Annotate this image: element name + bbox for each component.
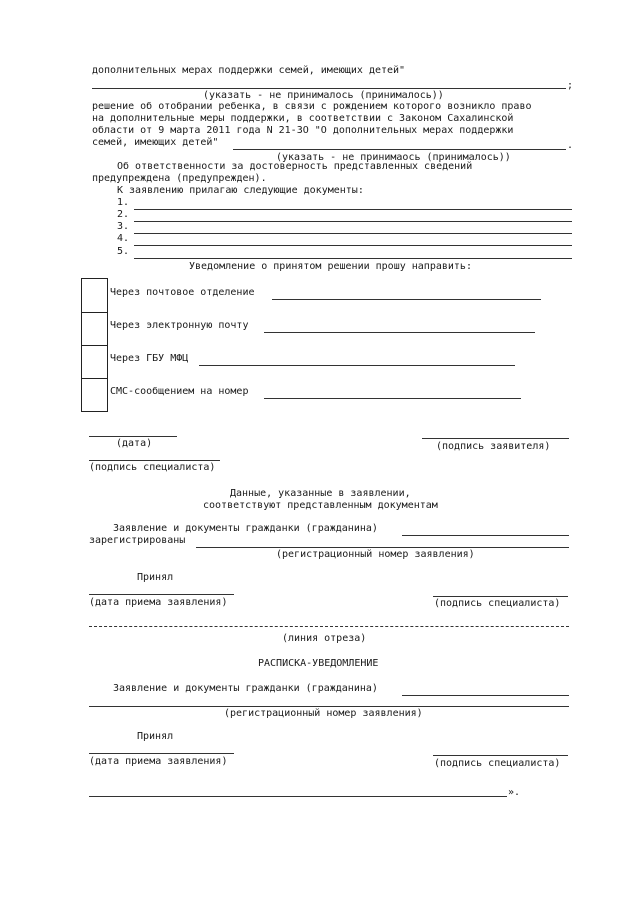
attachment-num-5: 5. (117, 246, 130, 257)
registration-number-line[interactable] (196, 547, 569, 548)
date-caption: (дата) (116, 438, 153, 449)
attachment-line-2[interactable] (134, 221, 572, 222)
checkbox-mfc[interactable] (82, 346, 107, 379)
spec-sign-caption: (подпись специалиста) (434, 598, 561, 609)
fill-line (92, 88, 566, 89)
applicant-sign-line[interactable] (422, 438, 569, 439)
sms-number-line[interactable] (264, 398, 521, 399)
hint-not-accepted-2: (указать - не принимаось (принималось)) (276, 152, 511, 163)
applicant-sign-caption: (подпись заявителя) (436, 441, 551, 452)
text-line-measures: дополнительных мерах поддержки семей, имеющих детей" (92, 65, 406, 76)
option-mfc-label: Через ГБУ МФЦ (110, 353, 189, 364)
receipt-name-line[interactable] (402, 695, 569, 696)
verification-line-1: Данные, указанные в заявлении, (230, 488, 411, 499)
accept-date-caption: (дата приема заявления) (89, 597, 228, 608)
accepted-label: Принял (137, 572, 174, 583)
option-sms-label: СМС-сообщением на номер (110, 386, 249, 397)
final-line[interactable] (89, 796, 507, 797)
spec-sign-line[interactable] (433, 596, 568, 597)
date-line[interactable] (89, 436, 177, 437)
specialist-sign-line[interactable] (89, 460, 220, 461)
receipt-date-caption: (дата приема заявления) (89, 756, 228, 767)
para-line-1: решение об отобрании ребенка, в связи с рождением которого возникло право (92, 101, 532, 112)
accept-date-line[interactable] (89, 594, 234, 595)
receipt-docs-label: Заявление и документы гражданки (гражданина) (113, 683, 378, 694)
registration-name-line[interactable] (402, 535, 569, 536)
cut-line (89, 626, 569, 627)
receipt-spec-sign-caption: (подпись специалиста) (434, 758, 561, 769)
attachment-num-1: 1. (117, 197, 130, 208)
receipt-accepted-label: Принял (137, 731, 174, 742)
responsibility-line-1: Об ответственности за достоверность представленных сведений (117, 161, 473, 172)
hint-not-accepted: (указать - не принималось (принималось)) (203, 90, 444, 101)
checkbox-sms[interactable] (82, 379, 107, 411)
closing-quote: ». (508, 787, 521, 798)
attachment-line-5[interactable] (134, 258, 572, 259)
registered-label: зарегистрированы (89, 535, 186, 546)
fill-line (233, 149, 566, 150)
para-line-3: области от 9 марта 2011 года N 21-ЗО "О дополнительных мерах поддержки (92, 125, 514, 136)
option-checkbox-column (81, 278, 108, 412)
mfc-line[interactable] (199, 365, 515, 366)
attachments-title: К заявлению прилагаю следующие документы: (117, 185, 364, 196)
receipt-number-line[interactable] (89, 706, 569, 707)
attachment-num-3: 3. (117, 221, 130, 232)
receipt-regnum-caption: (регистрационный номер заявления) (224, 708, 423, 719)
period: . (567, 140, 574, 151)
attachment-num-4: 4. (117, 233, 130, 244)
attachment-line-4[interactable] (134, 245, 572, 246)
verification-line-2: соответствуют представленным документам (203, 500, 438, 511)
checkbox-email[interactable] (82, 313, 107, 346)
registration-docs-label: Заявление и документы гражданки (гражданина) (113, 523, 378, 534)
regnum-caption: (регистрационный номер заявления) (276, 549, 475, 560)
receipt-title: РАСПИСКА-УВЕДОМЛЕНИЕ (258, 658, 379, 669)
option-post-label: Через почтовое отделение (110, 287, 255, 298)
receipt-date-line[interactable] (89, 753, 234, 754)
specialist-sign-caption: (подпись специалиста) (89, 462, 216, 473)
attachment-num-2: 2. (117, 209, 130, 220)
option-email-label: Через электронную почту (110, 320, 249, 331)
semicolon: ; (567, 80, 574, 91)
responsibility-line-2: предупреждена (предупрежден). (92, 173, 267, 184)
cut-line-caption: (линия отреза) (282, 633, 367, 644)
attachment-line-1[interactable] (134, 209, 572, 210)
attachment-line-3[interactable] (134, 233, 572, 234)
notify-title: Уведомление о принятом решении прошу направить: (189, 261, 472, 272)
post-address-line[interactable] (272, 299, 541, 300)
para-line-4: семей, имеющих детей" (92, 137, 219, 148)
receipt-spec-sign-line[interactable] (433, 755, 568, 756)
para-line-2: на дополнительные меры поддержки, в соответствии с Законом Сахалинской (92, 113, 514, 124)
checkbox-post[interactable] (82, 279, 107, 313)
email-line[interactable] (264, 332, 535, 333)
